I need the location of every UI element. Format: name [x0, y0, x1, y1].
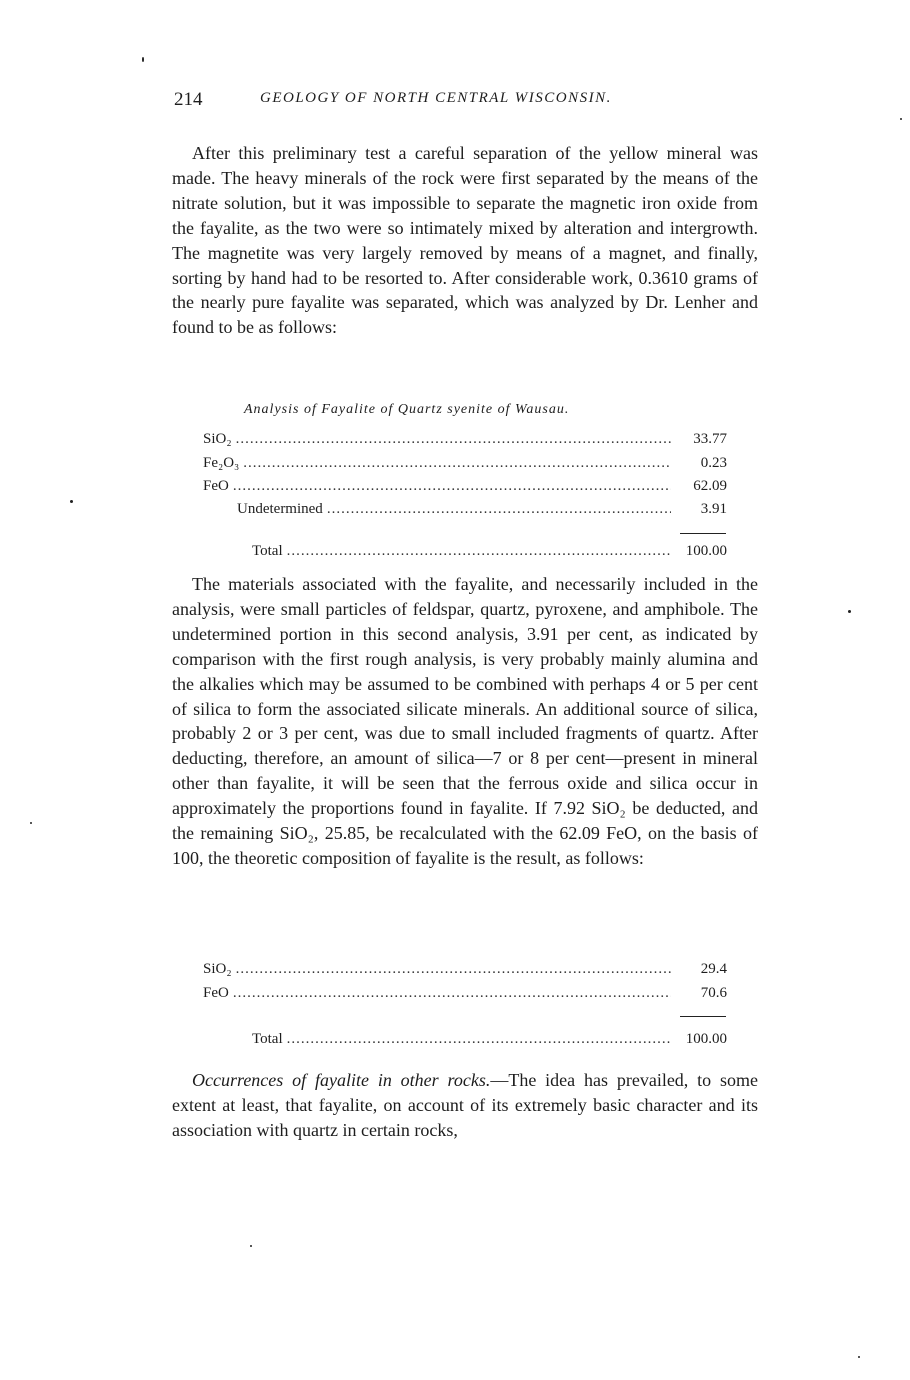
leader-dots: [287, 543, 671, 560]
running-head: GEOLOGY OF NORTH CENTRAL WISCONSIN.: [260, 90, 612, 106]
scan-speck: [70, 500, 73, 503]
row-value: 70.6: [700, 985, 727, 1001]
total-label: Total: [252, 1031, 283, 1047]
row-value: 62.09: [693, 478, 727, 494]
row-label: Undetermined: [237, 501, 323, 517]
paragraph-3-text: —The idea has prevailed, to some extent at least, that fayalite, on account of its extremely basic character and its association with quartz in certain rocks,: [172, 1070, 759, 1140]
table-1-caption: Analysis of Fayalite of Quartz syenite of Wausau.: [244, 402, 570, 417]
scan-speck: [848, 610, 851, 613]
table-2-row-feo: [203, 985, 727, 1007]
row-label: FeO: [203, 478, 229, 494]
row-label: SiO₂: [203, 961, 232, 977]
leader-dots: [233, 478, 671, 495]
row-value: 33.77: [693, 431, 727, 447]
scan-speck: [858, 1356, 860, 1358]
table-1-total-row: [252, 543, 727, 565]
paragraph-2-text: The materials associated with the fayalite, and necessarily included in the analysis, were small particles of feldspar, quartz, pyroxene, and amphibole. The undetermined portion in this second analysis, 3.91 per cent, as indicated by comparison with the first rough analysis, is very probably mainly alumina and the alkalies which may be assumed to be combined with perhaps 4 or 5 per cent of silica to form the associated silicate minerals. An additional source of silica, probably 2 or 3 per cent, was due to small included fragments of quartz. After deducting, therefore, an amount of silica—7 or 8 per cent—present in mineral other than fayalite, it will be seen that the ferrous oxide and silica occur in approximately the proportions found in fayalite. If 7.92 SiO₂ be deducted, and the remaining SiO₂, 25.85, be recalculated with the 62.09 FeO, on the basis of 100, the theoretic composition of fayalite is the result, as follows:: [172, 574, 758, 868]
paragraph-1: [172, 141, 758, 340]
section-heading: Occurrences of fayalite in other rocks.: [192, 1070, 491, 1090]
leader-dots: [233, 985, 671, 1002]
page-header: [174, 89, 764, 113]
scan-speck: [30, 822, 32, 824]
page-number: 214: [174, 89, 203, 110]
scan-speck: [250, 1245, 252, 1247]
row-value: 0.23: [700, 455, 727, 471]
leader-dots: [236, 961, 671, 978]
total-label: Total: [252, 543, 283, 559]
paragraph-1-text: After this preliminary test a careful separation of the yellow mineral was made. The heavy minerals of the rock were first separated by the means of the nitrate solution, but it was impossible to separate the magnetic iron oxide from the fayalite, as the two were so intimately mixed by alteration and intergrowth. The magnetite was very largely removed by means of a magnet, and finally, sorting by hand had to be resorted to. After considerable work, 0.3610 grams of the nearly pure fayalite was separated, which was analyzed by Dr. Lenher and found to be as follows:: [172, 143, 758, 338]
sum-rule: [680, 533, 726, 534]
scan-speck: [900, 118, 902, 120]
row-label: SiO₂: [203, 431, 232, 447]
paragraph-3: [172, 1068, 758, 1143]
table-1-row-sio2: [203, 431, 727, 453]
row-label: Fe₂O₃: [203, 455, 240, 471]
table-1-row-fe2o3: [203, 455, 727, 477]
row-label: FeO: [203, 985, 229, 1001]
scan-speck: [142, 57, 144, 62]
paragraph-2: [172, 572, 758, 871]
leader-dots: [243, 455, 671, 472]
total-value: 100.00: [685, 1031, 727, 1047]
table-2-row-sio2: [203, 961, 727, 983]
total-value: 100.00: [685, 543, 727, 559]
leader-dots: [236, 431, 671, 448]
table-1-row-feo: [203, 478, 727, 500]
table-2-total-row: [252, 1031, 727, 1053]
leader-dots: [287, 1031, 671, 1048]
leader-dots: [327, 501, 671, 518]
table-1-row-undetermined: [237, 501, 727, 523]
row-value: 3.91: [700, 501, 727, 517]
row-value: 29.4: [700, 961, 727, 977]
sum-rule: [680, 1016, 726, 1017]
